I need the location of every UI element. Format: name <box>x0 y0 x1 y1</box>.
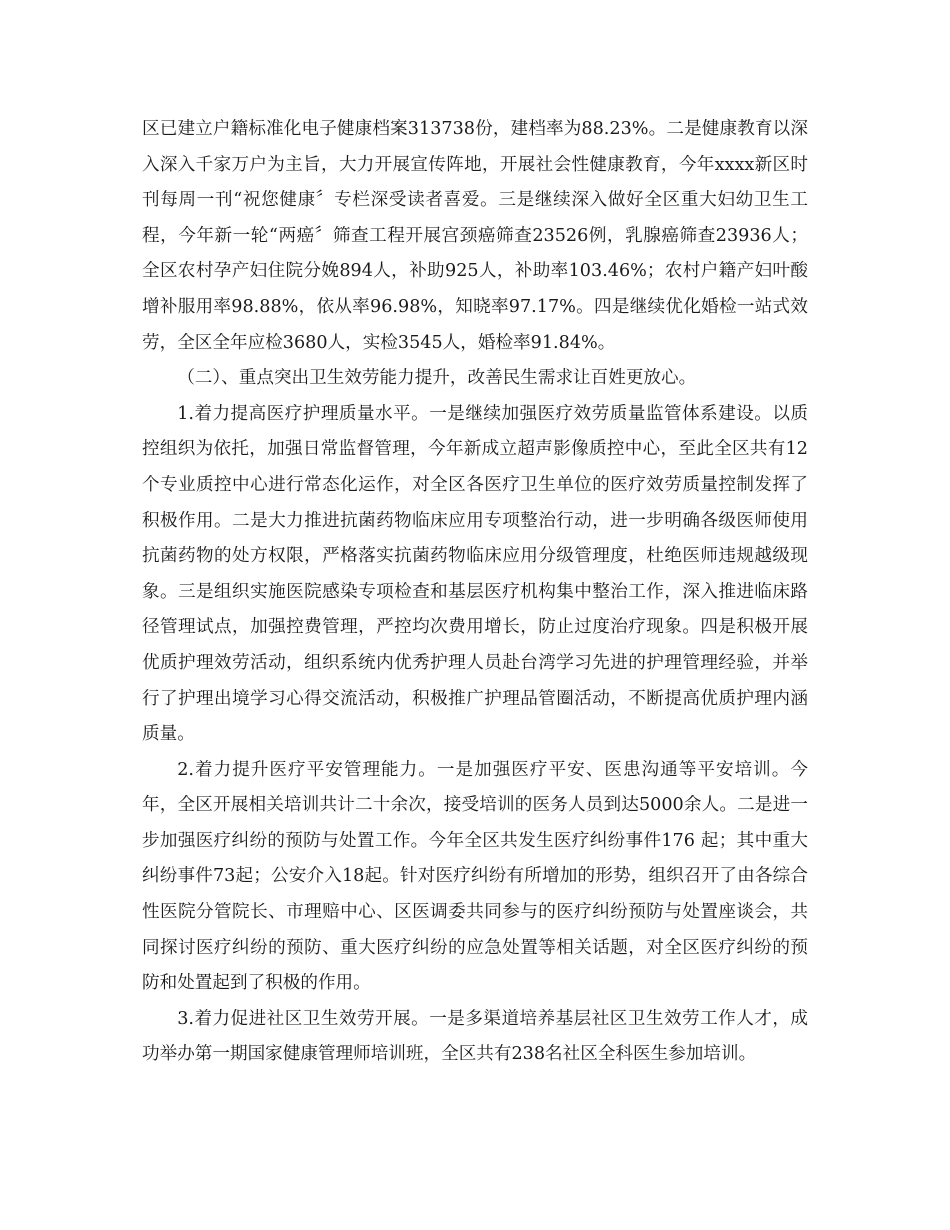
paragraph-health-records: 区已建立户籍标准化电子健康档案313738份，建档率为88.23%。二是健康教育以深入深入千家万户为主旨，大力开展宣传阵地，开展社会性健康教育，今年xxxx新区时刊每周一刊“祝您健康〞专栏深受读者喜爱。三是继续深入做好全区重大妇幼卫生工程，今年新一轮“两癌〞筛查工程开展宫颈癌筛查23526例，乳腺癌筛查23936人；全区农村孕产妇住院分娩894人，补助925人，补助率103.46%；农村户籍产妇叶酸增补服用率98.88%，依从率96.98%，知晓率97.17%。四是继续优化婚检一站式效劳，全区全年应检3680人，实检3545人，婚检率91.84%。 <box>142 119 808 353</box>
section-heading-service-capacity: （二）、重点突出卫生效劳能力提升，改善民生需求让百姓更放心。 <box>177 368 697 389</box>
paragraph-medical-quality: 1.着力提高医疗护理质量水平。一是继续加强医疗效劳质量监管体系建设。以质控组织为依托，加强日常监督管理，今年新成立超声影像质控中心，至此全区共有12个专业质控中心进行常态化运作，对全区各医疗卫生单位的医疗效劳质量控制发挥了积极作用。二是大力推进抗菌药物临床应用专项整治行动，进一步明确各级医师使用抗菌药物的处方权限，严格落实抗菌药物临床应用分级管理度，杜绝医师违规越级现象。三是组织实施医院感染专项检查和基层医疗机构集中整治工作，深入推进临床路径管理试点，加强控费管理，严控均次费用增长，防止过度治疗现象。四是积极开展优质护理效劳活动，组织系统内优秀护理人员赴台湾学习先进的护理管理经验，并举行了护理出境学习心得交流活动，积极推广护理品管圈活动，不断提高优质护理内涵质量。 <box>142 403 808 745</box>
paragraph-medical-safety: 2.着力提升医疗平安管理能力。一是加强医疗平安、医患沟通等平安培训。今年，全区开展相关培训共计二十余次，接受培训的医务人员到达5000余人。二是进一步加强医疗纠纷的预防与处置工作。今年全区共发生医疗纠纷事件176 起；其中重大纠纷事件73起；公安介入18起。针对医疗纠纷有所增加的形势，组织召开了由各综合性医院分管院长、市理赔中心、区医调委共同参与的医疗纠纷预防与处置座谈会，共同探讨医疗纠纷的预防、重大医疗纠纷的应急处置等相关话题，对全区医疗纠纷的预防和处置起到了积极的作用。 <box>142 759 808 994</box>
paragraph-community-health: 3.着力促进社区卫生效劳开展。一是多渠道培养基层社区卫生效劳工作人才，成功举办第一期国家健康管理师培训班，全区共有238名社区全科医生参加培训。 <box>142 1008 808 1065</box>
document-body <box>142 112 808 1073</box>
